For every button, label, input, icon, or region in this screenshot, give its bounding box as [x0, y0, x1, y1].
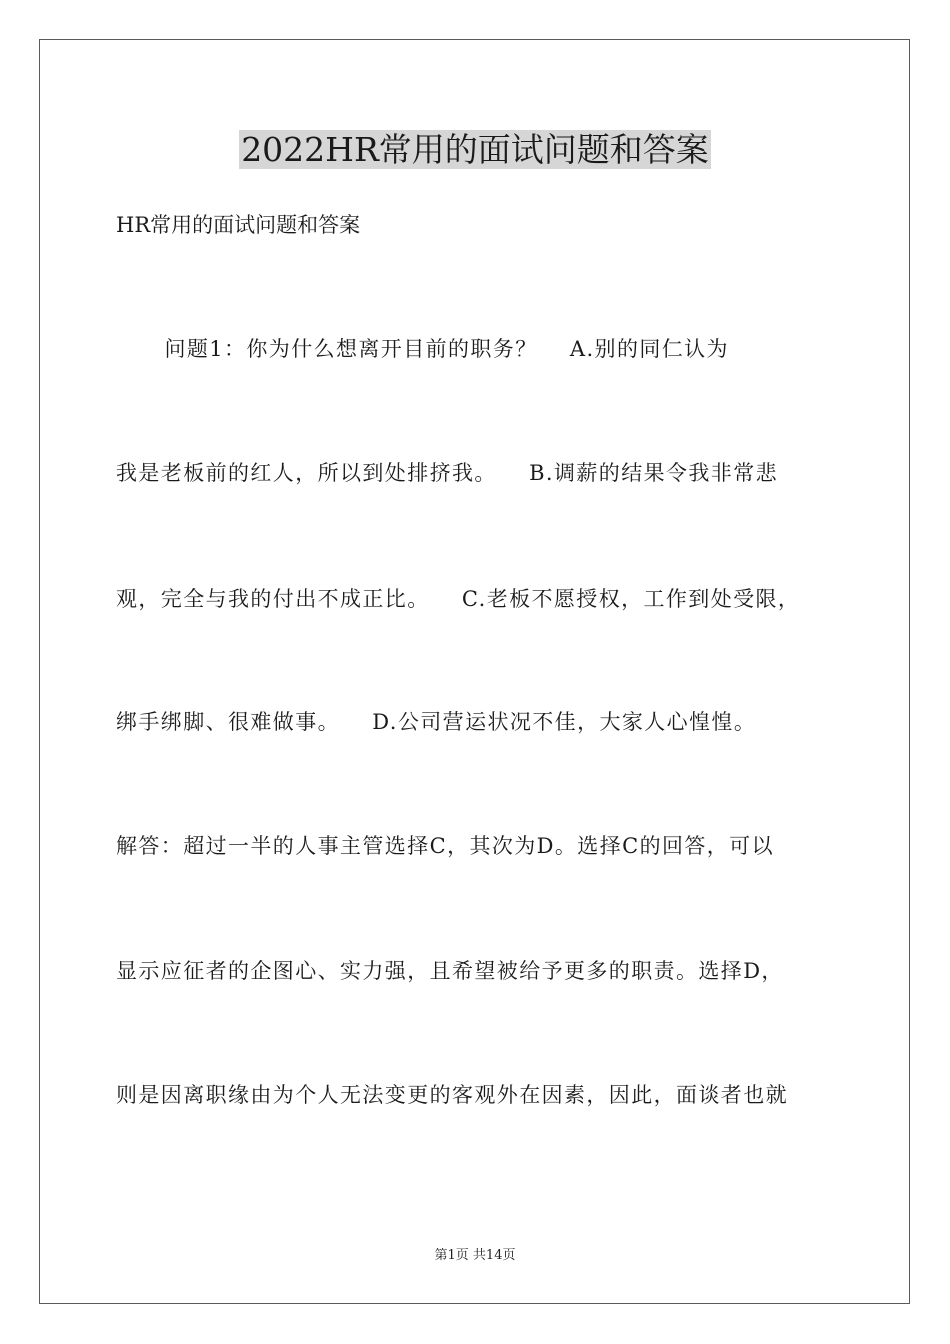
document-title-text: 2022HR常用的面试问题和答案	[241, 130, 709, 169]
body-line-5: 解答：超过一半的人事主管选择C，其次为D。选择C的回答，可以	[116, 834, 774, 858]
body-line-6: 显示应征者的企图心、实力强，且希望被给予更多的职责。选择D，	[116, 959, 784, 983]
page-number-footer: 第1页 共14页	[434, 1248, 516, 1263]
document-subtitle: HR常用的面试问题和答案	[116, 213, 361, 237]
body-line-7: 则是因离职缘由为个人无法变更的客观外在因素，因此，面谈者也就	[116, 1083, 788, 1107]
body-line-3: 观，完全与我的付出不成正比。 C.老板不愿授权，工作到处受限，	[116, 587, 801, 611]
body-line-1: 问题1：你为什么想离开目前的职务？ A.别的同仁认为	[116, 337, 729, 361]
document-title	[0, 128, 950, 172]
body-line-2: 我是老板前的红人，所以到处排挤我。 B.调薪的结果令我非常悲	[116, 461, 779, 485]
body-line-4: 绑手绑脚、很难做事。 D.公司营运状况不佳，大家人心惶惶。	[116, 710, 757, 734]
